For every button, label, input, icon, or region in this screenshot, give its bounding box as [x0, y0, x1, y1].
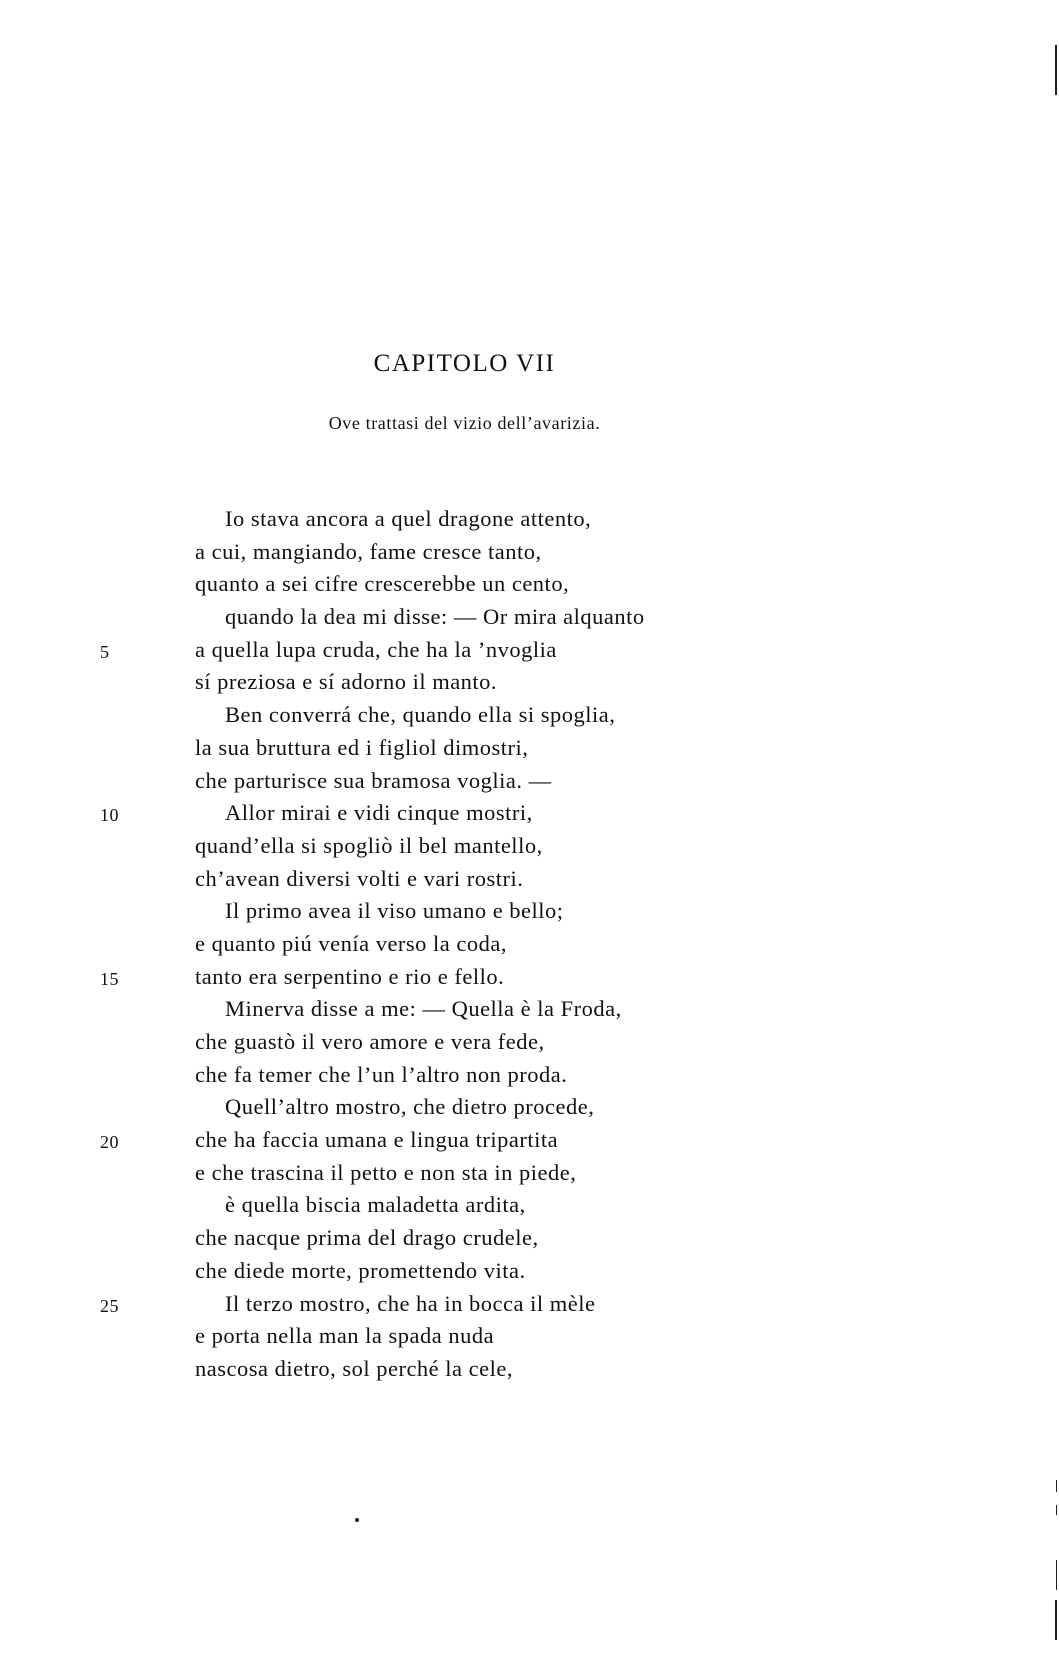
verse-line [0, 961, 1000, 994]
verse-line [0, 1091, 1000, 1124]
line-number: 10 [100, 805, 119, 826]
verse-text: che nacque prima del drago crudele, [195, 1225, 539, 1251]
verse-text: e porta nella man la spada nuda [195, 1323, 495, 1349]
verse-line [0, 568, 1000, 601]
verse-text: Allor mirai e vidi cinque mostri, [225, 800, 533, 826]
verse-line [0, 1222, 1000, 1255]
verse-text: che fa temer che l’un l’altro non proda. [195, 1061, 568, 1087]
line-number: 25 [100, 1295, 119, 1316]
line-number: 15 [100, 968, 119, 989]
verse-text: Io stava ancora a quel dragone attento, [225, 506, 592, 531]
verse-line [0, 797, 1000, 830]
verse-text: che parturisce sua bramosa voglia. — [195, 767, 552, 793]
verse-text: nascosa dietro, sol perché la cele, [195, 1355, 513, 1381]
scan-edge-marks [1051, 0, 1059, 1653]
verse-text: e che trascina il petto e non sta in piede, [195, 1159, 577, 1185]
line-number: 20 [100, 1132, 119, 1153]
verse-text: la sua bruttura ed i figliol dimostri, [195, 734, 529, 760]
verse-text: Il primo avea il viso umano e bello; [225, 898, 564, 924]
verse-text: tanto era serpentino e rio e fello. [195, 963, 505, 989]
verse-text: Il terzo mostro, che ha in bocca il mèle [225, 1290, 596, 1316]
verse-line [0, 732, 1000, 765]
verse-text: quanto a sei cifre crescerebbe un cento, [195, 571, 570, 597]
verse-line [0, 601, 1000, 634]
verse-text: Ben converrá che, quando ella si spoglia, [225, 702, 616, 728]
verse-line [0, 993, 1000, 1026]
page-dot [355, 1518, 359, 1522]
verse-line [0, 830, 1000, 863]
verse-line [0, 536, 1000, 569]
verse-line [0, 699, 1000, 732]
verse-line [0, 1320, 1000, 1353]
verse-text: che guastò il vero amore e vera fede, [195, 1029, 545, 1054]
verse-line [0, 1059, 1000, 1092]
verse-text: che ha faccia umana e lingua tripartita [195, 1127, 559, 1153]
verse-line [0, 928, 1000, 961]
verse-text: sí preziosa e sí adorno il manto. [195, 669, 498, 695]
verse-text: è quella biscia maladetta ardita, [225, 1192, 526, 1218]
poem-verses [0, 503, 1000, 1386]
verse-line [0, 895, 1000, 928]
verse-text: che diede morte, promettendo vita. [195, 1257, 526, 1283]
verse-text: ch’avean diversi volti e vari rostri. [195, 865, 524, 891]
verse-line [0, 503, 1000, 536]
verse-line [0, 1353, 1000, 1386]
verse-text: Quell’altro mostro, che dietro procede, [225, 1094, 595, 1120]
verse-text: a quella lupa cruda, che ha la ’nvoglia [195, 636, 557, 662]
chapter-subtitle: Ove trattasi del vizio dell’avarizia. [328, 413, 601, 433]
verse-line [0, 1288, 1000, 1321]
verse-text: a cui, mangiando, fame cresce tanto, [195, 538, 542, 564]
verse-line [0, 765, 1000, 798]
verse-text: quando la dea mi disse: — Or mira alquanto [225, 604, 645, 630]
verse-line [0, 666, 1000, 699]
verse-line [0, 1255, 1000, 1288]
verse-text: e quanto piú venía verso la coda, [195, 930, 508, 956]
line-number: 5 [100, 641, 110, 662]
verse-text: quand’ella si spogliò il bel mantello, [195, 832, 543, 858]
verse-text: Minerva disse a me: — Quella è la Froda, [225, 996, 622, 1022]
verse-line [0, 634, 1000, 667]
verse-line [0, 1189, 1000, 1222]
verse-line [0, 1157, 1000, 1190]
chapter-title: CAPITOLO VII [373, 350, 556, 377]
verse-line [0, 1026, 1000, 1059]
verse-line [0, 863, 1000, 896]
verse-line [0, 1124, 1000, 1157]
